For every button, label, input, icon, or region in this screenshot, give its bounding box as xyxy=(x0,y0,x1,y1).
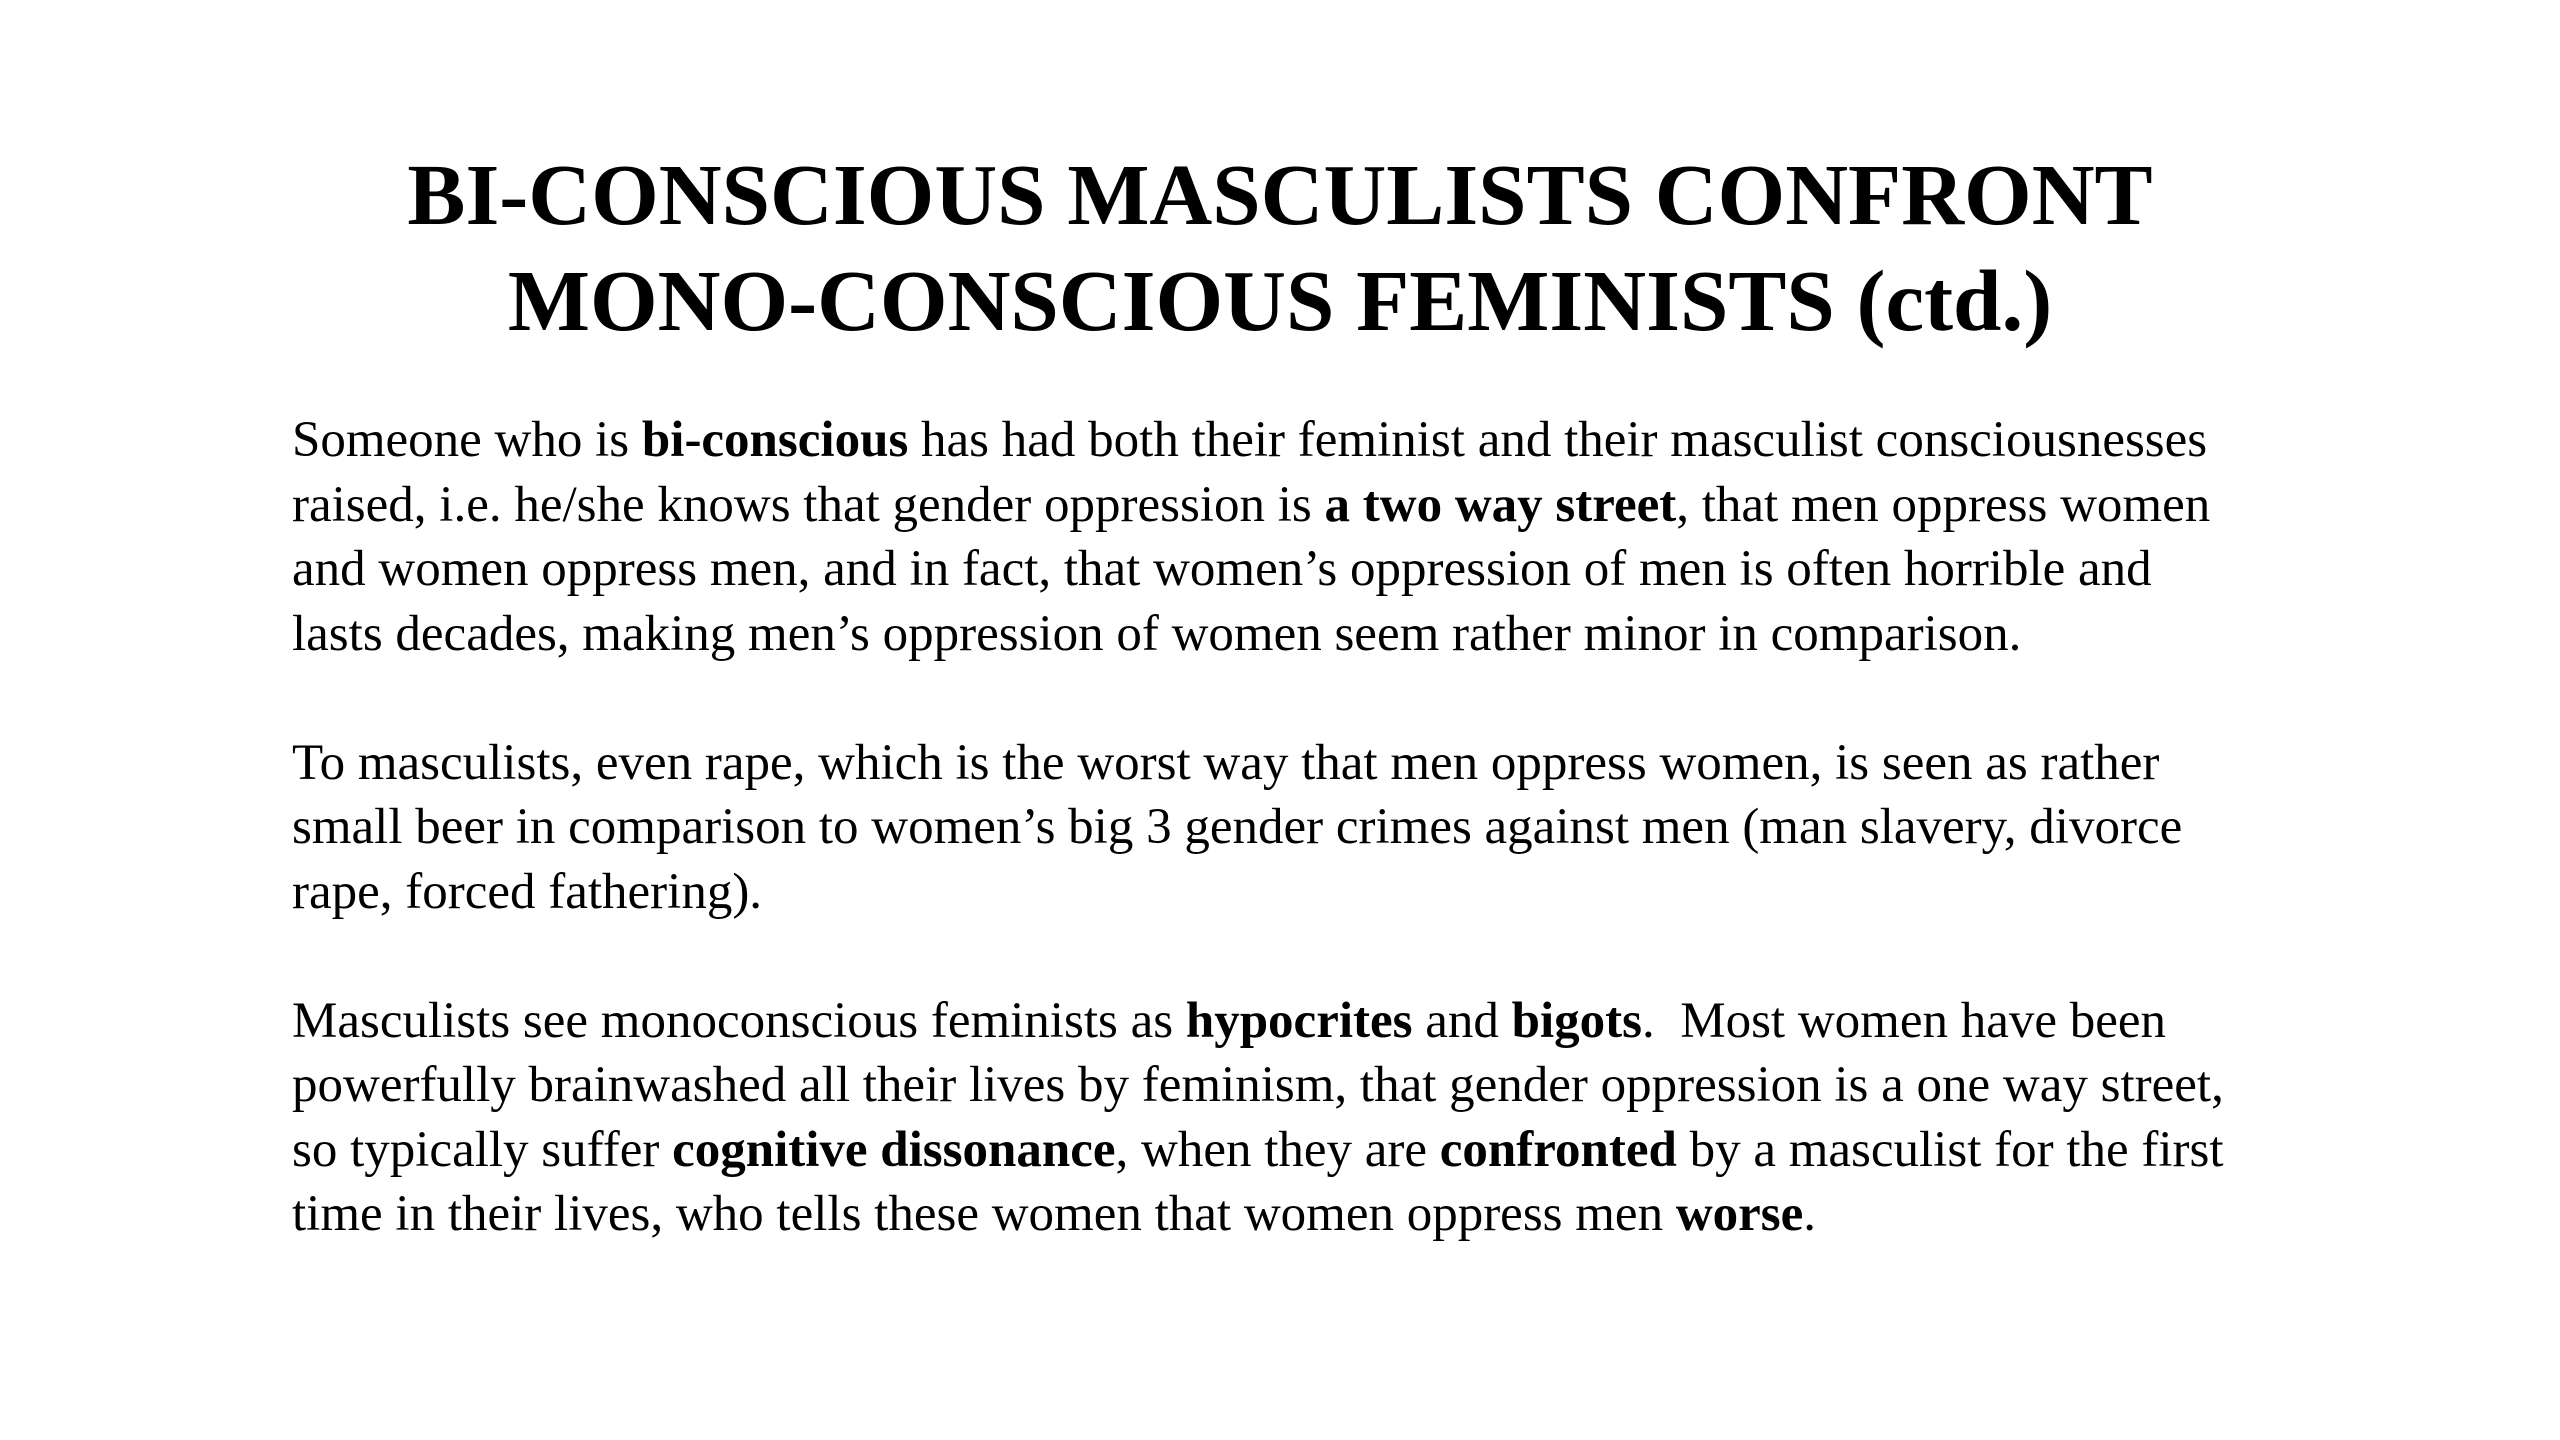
paragraph-line xyxy=(292,795,2392,860)
text-run: rape, forced fathering). xyxy=(292,863,763,920)
emphasis-cognitive-dissonance: cognitive dissonance xyxy=(672,1121,1116,1178)
paragraph-line xyxy=(292,602,2392,667)
text-run: Someone who is xyxy=(292,412,642,468)
paragraph-line xyxy=(292,860,2392,925)
text-run: . xyxy=(1803,1186,1817,1242)
slide-title xyxy=(0,142,2560,354)
text-run: , when they are xyxy=(1115,1121,1440,1178)
text-run: powerfully brainwashed all their lives by feminism, that gender oppression is a one way street, xyxy=(292,1057,2224,1113)
text-run: and xyxy=(1412,992,1512,1049)
emphasis-confronted: confronted xyxy=(1439,1121,1677,1178)
title-line-2: MONO-CONSCIOUS FEMINISTS (ctd.) xyxy=(507,252,2053,349)
paragraph-line xyxy=(292,1053,2392,1118)
emphasis-bigots: bigots xyxy=(1511,992,1642,1049)
title-line-1: BI-CONSCIOUS MASCULISTS CONFRONT xyxy=(407,146,2153,243)
paragraph-line xyxy=(292,473,2392,538)
slide-body xyxy=(292,408,2392,1311)
emphasis-hypocrites: hypocrites xyxy=(1185,992,1413,1049)
text-run: To masculists, even rape, which is the worst way that men oppress women, is seen as rather xyxy=(292,734,2160,791)
paragraph-line xyxy=(292,1118,2392,1183)
emphasis-worse: worse xyxy=(1675,1186,1804,1242)
text-run: has had both their feminist and their masculist consciousnesses xyxy=(908,412,2208,468)
text-run: so typically suffer xyxy=(292,1121,673,1178)
paragraph-line xyxy=(292,537,2392,602)
text-run: small beer in comparison to women’s big 3 gender crimes against men (man slavery, divorce xyxy=(292,799,2183,855)
paragraph-line xyxy=(292,731,2392,796)
paragraph-3 xyxy=(292,989,2392,1247)
paragraph-line xyxy=(292,408,2392,473)
text-run: and women oppress men, and in fact, that women’s oppression of men is often horrible and xyxy=(292,541,2152,597)
text-run: . Most women have been xyxy=(1641,992,2167,1049)
paragraph-2 xyxy=(292,731,2392,925)
text-run: lasts decades, making men’s oppression of women seem rather minor in comparison. xyxy=(292,605,2022,662)
emphasis-bi-conscious: bi-conscious xyxy=(641,412,909,468)
text-run: by a masculist for the first xyxy=(1676,1121,2224,1178)
text-run: raised, i.e. he/she knows that gender oppression is xyxy=(292,476,1325,533)
paragraph-line xyxy=(292,989,2392,1054)
text-run: Masculists see monoconscious feminists as xyxy=(292,992,1186,1049)
emphasis-two-way-street: a two way street xyxy=(1324,476,1677,533)
paragraph-1 xyxy=(292,408,2392,666)
text-run: time in their lives, who tells these women that women oppress men xyxy=(292,1186,1676,1242)
text-run: , that men oppress women xyxy=(1676,476,2211,533)
paragraph-line xyxy=(292,1182,2392,1247)
